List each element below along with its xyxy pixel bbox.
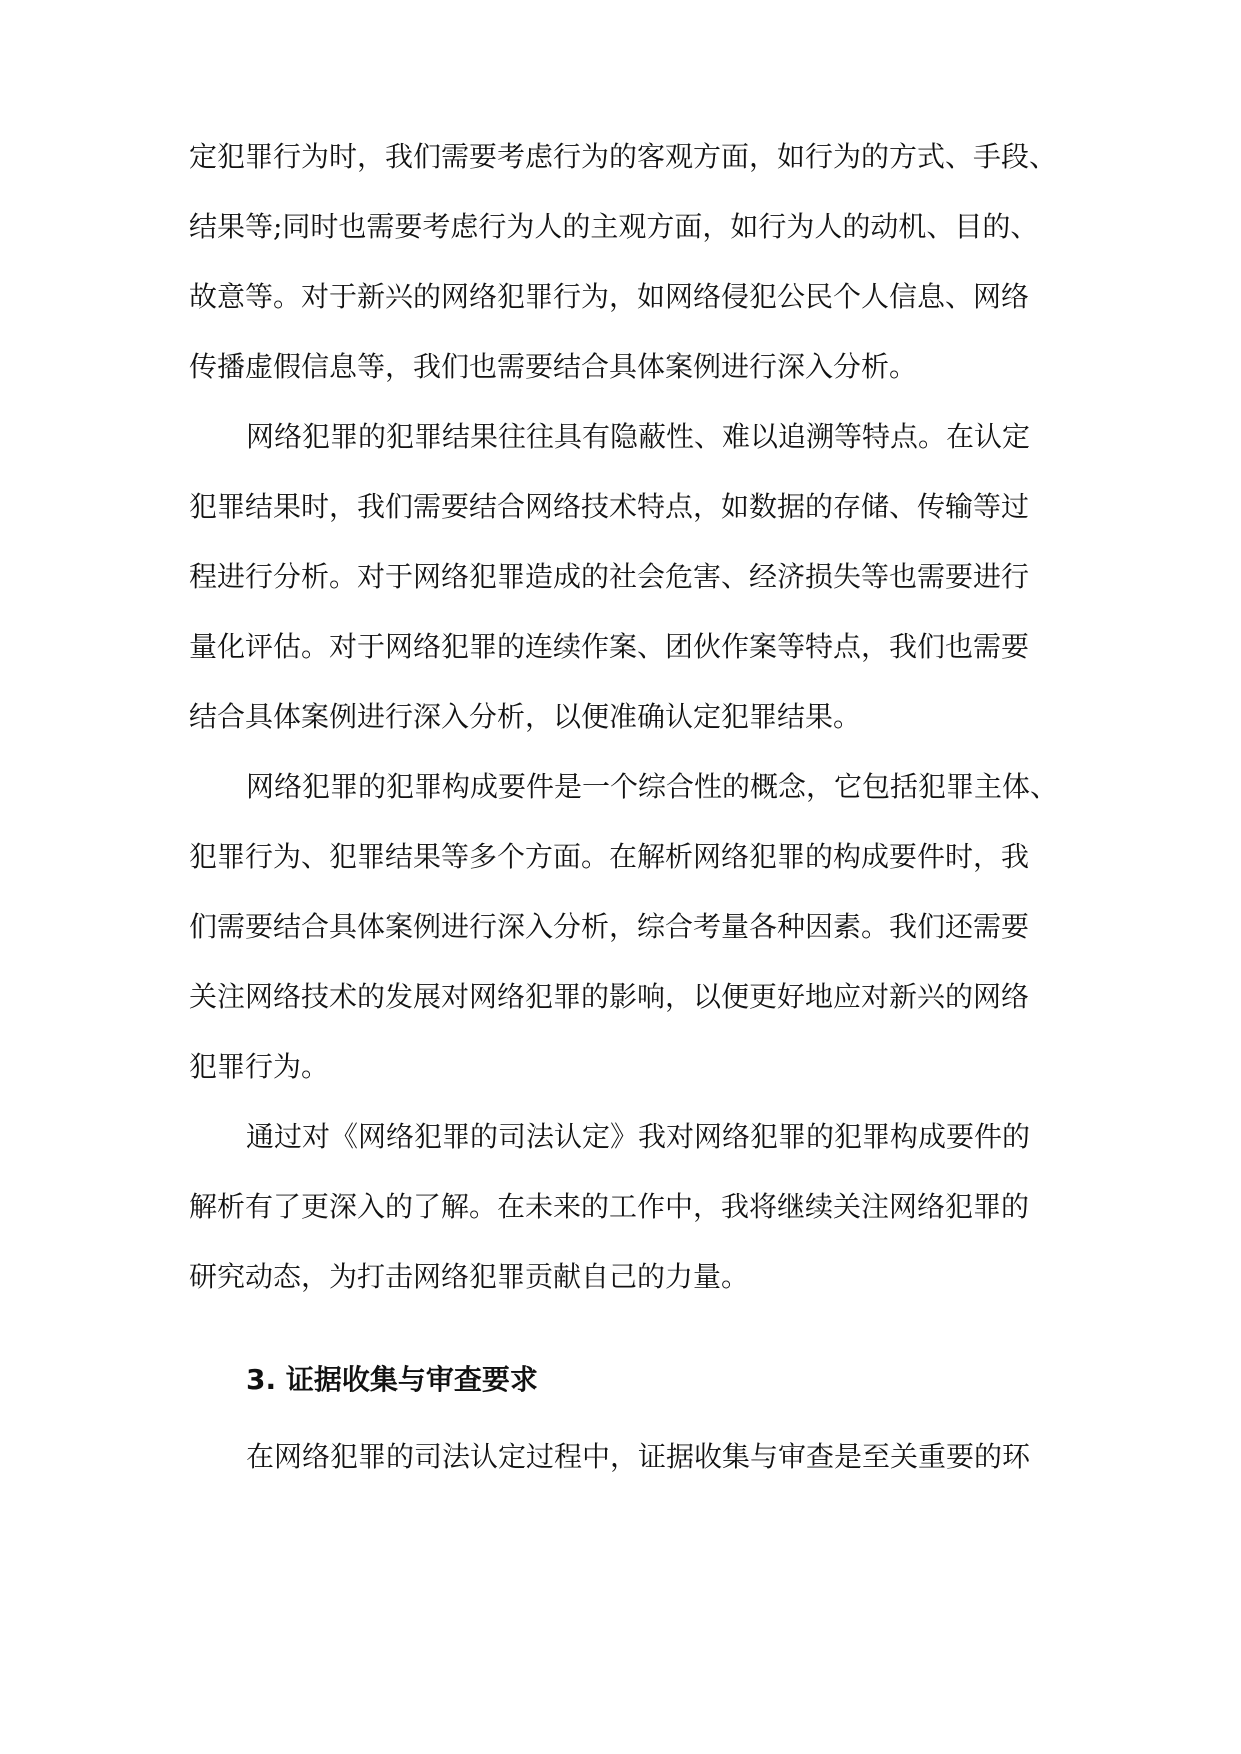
section-heading: 3. 证据收集与审查要求 — [246, 1363, 538, 1396]
text-line: 通过对《网络犯罪的司法认定》我对网络犯罪的犯罪构成要件的 — [246, 1120, 1031, 1153]
text-line: 犯罪行为、犯罪结果等多个方面。在解析网络犯罪的构成要件时，我 — [189, 840, 1030, 873]
text-line: 解析有了更深入的了解。在未来的工作中，我将继续关注网络犯罪的 — [189, 1190, 1030, 1223]
text-line: 定犯罪行为时，我们需要考虑行为的客观方面，如行为的方式、手段、 — [189, 140, 1058, 173]
text-line: 量化评估。对于网络犯罪的连续作案、团伙作案等特点，我们也需要 — [189, 630, 1030, 663]
text-line: 网络犯罪的犯罪构成要件是一个综合性的概念，它包括犯罪主体、 — [246, 770, 1059, 803]
text-line: 网络犯罪的犯罪结果往往具有隐蔽性、难以追溯等特点。在认定 — [246, 420, 1031, 453]
text-line: 关注网络技术的发展对网络犯罪的影响，以便更好地应对新兴的网络 — [189, 980, 1030, 1013]
text-line: 犯罪行为。 — [189, 1050, 330, 1083]
text-line: 传播虚假信息等，我们也需要结合具体案例进行深入分析。 — [189, 350, 918, 383]
text-line: 研究动态，为打击网络犯罪贡献自己的力量。 — [189, 1260, 750, 1293]
text-line: 们需要结合具体案例进行深入分析，综合考量各种因素。我们还需要 — [189, 910, 1030, 943]
text-line: 结合具体案例进行深入分析，以便准确认定犯罪结果。 — [189, 700, 862, 733]
text-line: 犯罪结果时，我们需要结合网络技术特点，如数据的存储、传输等过 — [189, 490, 1030, 523]
text-line: 程进行分析。对于网络犯罪造成的社会危害、经济损失等也需要进行 — [189, 560, 1030, 593]
text-line: 在网络犯罪的司法认定过程中，证据收集与审查是至关重要的环 — [246, 1440, 1031, 1473]
text-line: 结果等;同时也需要考虑行为人的主观方面，如行为人的动机、目的、 — [189, 210, 1039, 243]
text-line: 故意等。对于新兴的网络犯罪行为，如网络侵犯公民个人信息、网络 — [189, 280, 1030, 313]
